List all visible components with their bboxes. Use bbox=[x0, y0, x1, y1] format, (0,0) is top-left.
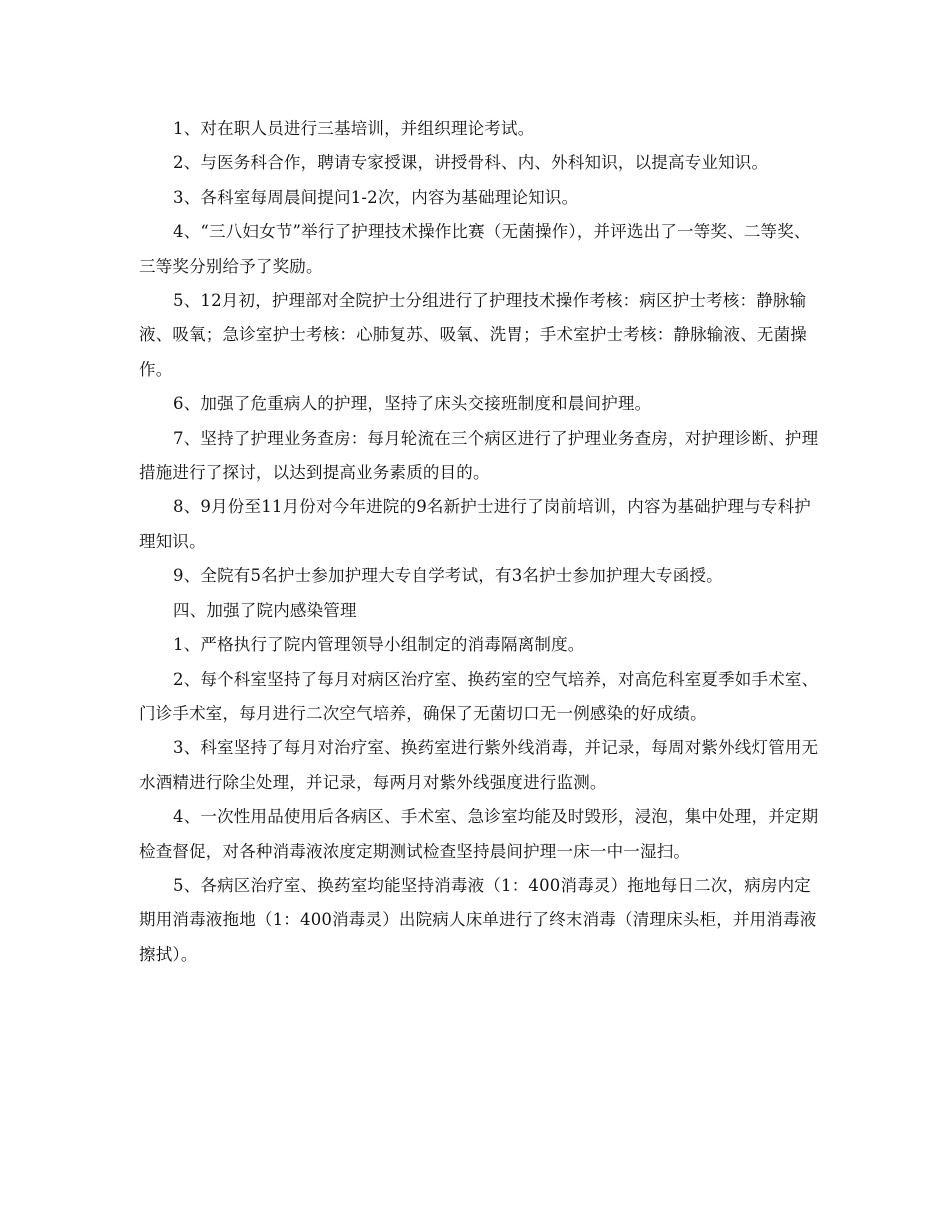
section-heading-infection-control: 四、加强了院内感染管理 bbox=[173, 600, 357, 620]
paragraph-infection-5: 5、各病区治疗室、换药室均能坚持消毒液（1：400消毒灵）拖地每日二次，病房内定期用消毒液拖地（1：400消毒灵）出院病人床单进行了终末消毒（清理床头柜，并用消毒液擦拭）。 bbox=[139, 875, 817, 964]
paragraph-training-4: 4、“三八妇女节”举行了护理技术操作比赛（无菌操作），并评选出了一等奖、二等奖、三等奖分别给予了奖励。 bbox=[139, 222, 811, 276]
paragraph-training-2: 2、与医务科合作，聘请专家授课，讲授骨科、内、外科知识，以提高专业知识。 bbox=[173, 153, 769, 173]
paragraph-training-9: 9、全院有5名护士参加护理大专自学考试，有3名护士参加护理大专函授。 bbox=[173, 566, 723, 586]
document-body bbox=[139, 112, 819, 972]
paragraph-training-8: 8、9月份至11月份对今年进院的9名新护士进行了岗前培训，内容为基础护理与专科护理知识。 bbox=[139, 497, 811, 551]
paragraph-infection-4: 4、一次性用品使用后各病区、手术室、急诊室均能及时毁形，浸泡，集中处理，并定期检查督促，对各种消毒液浓度定期测试检查坚持晨间护理一床一中一湿扫。 bbox=[139, 807, 819, 861]
paragraph-infection-1: 1、严格执行了院内管理领导小组制定的消毒隔离制度。 bbox=[173, 635, 585, 655]
paragraph-training-7: 7、坚持了护理业务查房：每月轮流在三个病区进行了护理业务查房，对护理诊断、护理措施进行了探讨，以达到提高业务素质的目的。 bbox=[139, 428, 819, 483]
paragraph-training-3: 3、各科室每周晨间提问1-2次，内容为基础理论知识。 bbox=[173, 187, 579, 207]
paragraph-infection-3: 3、科室坚持了每月对治疗室、换药室进行紫外线消毒，并记录，每周对紫外线灯管用无水酒精进行除尘处理，并记录，每两月对紫外线强度进行监测。 bbox=[139, 738, 819, 792]
paragraph-training-5: 5、12月初，护理部对全院护士分组进行了护理技术操作考核：病区护士考核：静脉输液、吸氧；急诊室护士考核：心肺复苏、吸氧、洗胃；手术室护士考核：静脉输液、无菌操作。 bbox=[139, 291, 807, 379]
paragraph-training-1: 1、对在职人员进行三基培训，并组织理论考试。 bbox=[173, 119, 535, 138]
paragraph-training-6: 6、加强了危重病人的护理，坚持了床头交接班制度和晨间护理。 bbox=[173, 394, 652, 414]
paragraph-infection-2: 2、每个科室坚持了每月对病区治疗室、换药室的空气培养，对高危科室夏季如手术室、门诊手术室，每月进行二次空气培养，确保了无菌切口无一例感染的好成绩。 bbox=[139, 669, 819, 723]
